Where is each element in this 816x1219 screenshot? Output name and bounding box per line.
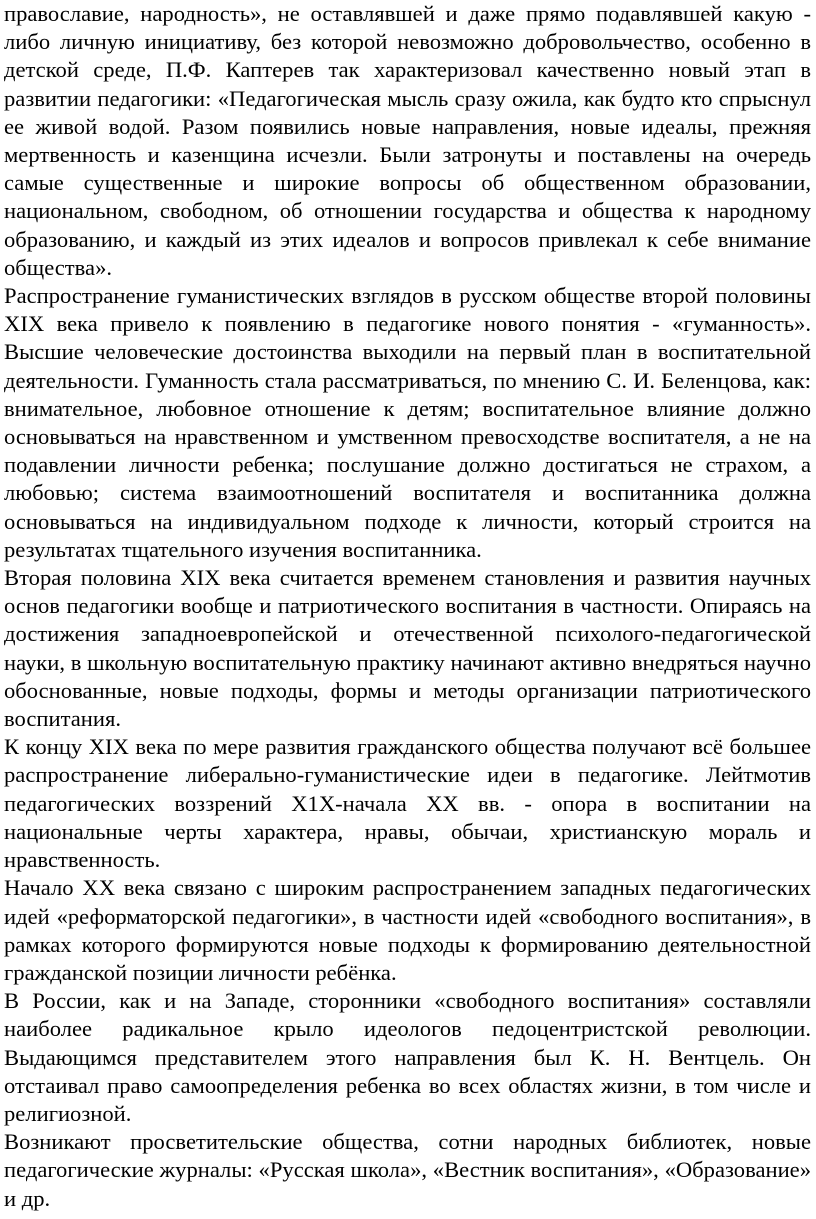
paragraph-kapterev-quote: православие, народность», не оставлявшей и даже прямо подавлявшей какую - либо личную инициативу, без которой невозможно добровольчество, особенно в детской среде, П.Ф. Каптерев так характеризовал качественно новый этап в развитии педагогики: «Педагогическая мысль сразу ожила, как будто кто спрыснул ее живой водой. Разом появились новые направления, новые идеалы, прежняя мертвенность и казенщина исчезли. Были затронуты и поставлены на очередь самые существенные и широкие вопросы об общественном образовании, национальном, свободном, об отношении государства и общества к народному образованию, и каждый из этих идеалов и вопросов привлекал к себе внимание общества».	[4, 1, 811, 280]
paragraph-end-xix: К концу XIX века по мере развития гражданского общества получают всё большее распространение либерально-гуманистические идеи в педагогике. Лейтмотив педагогических воззрений Х1Х-начала XX вв. - опора в воспитании на национальные черты характера, нравы, обычаи, христианскую мораль и нравственность.	[4, 734, 811, 873]
paragraph-humanism: Распространение гуманистических взглядов в русском обществе второй половины XIX века привело к появлению в педагогике нового понятия - «гуманность». Высшие человеческие достоинства выходили на первый план в воспитательной деятельности. Гуманность стала рассматриваться, по мнению С. И. Беленцова, как: внимательное, любовное отношение к детям; воспитательное влияние должно основываться на нравственном и умственном превосходстве воспитателя, а не на подавлении личности ребенка; послушание должно достигаться не страхом, а любовью; система взаимоотношений воспитателя и воспитанника должна основываться на индивидуальном подходе к личности, который строится на результатах тщательного изучения воспитанника.	[4, 283, 811, 562]
paragraph-early-xx: Начало XX века связано с широким распространением западных педагогических идей «реформаторской педагогики», в частности идей «свободного воспитания», в рамках которого формируются новые подходы к формированию деятельностной гражданской позиции личности ребёнка.	[4, 875, 811, 985]
paragraph-societies: Возникают просветительские общества, сотни народных библиотек, новые педагогические журналы: «Русская школа», «Вестник воспитания», «Образование» и др.	[4, 1129, 811, 1211]
paragraph-free-education: В России, как и на Западе, сторонники «свободного воспитания» составляли наиболее радикальное крыло идеологов педоцентристской революции. Выдающимся представителем этого направления был К. Н. Вентцель. Он отстаивал право самоопределения ребенка во всех областях жизни, в том числе и религиозной.	[4, 988, 811, 1126]
paragraph-second-half-xix: Вторая половина XIX века считается временем становления и развития научных основ педагогики вообще и патриотического воспитания в частности. Опираясь на достижения западноевропейской и отечественной психолого-педагогической науки, в школьную воспитательную практику начинают активно внедряться научно обоснованные, новые подходы, формы и методы организации патриотического воспитания.	[4, 565, 811, 732]
